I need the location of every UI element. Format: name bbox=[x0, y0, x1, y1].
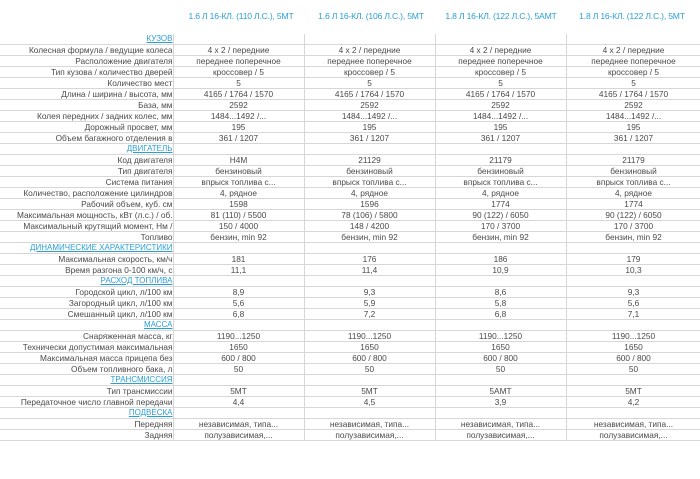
row-label: Время разгона 0-100 км/ч, с bbox=[0, 265, 173, 276]
value-cell: бензин, min 92 bbox=[304, 232, 435, 243]
table-row bbox=[0, 232, 700, 243]
value-cell: 170 / 3700 bbox=[435, 221, 566, 232]
table-row bbox=[0, 364, 700, 375]
value-cell: 1598 bbox=[173, 199, 304, 210]
value-cell: бензиновый bbox=[566, 166, 700, 177]
value-cell: 361 / 1207 bbox=[566, 133, 700, 144]
value-cell: 9,3 bbox=[304, 287, 435, 298]
table-row bbox=[0, 122, 700, 133]
section-header-row bbox=[0, 144, 700, 155]
section-blank-cell bbox=[304, 375, 435, 386]
value-cell: 1774 bbox=[435, 199, 566, 210]
value-cell: впрыск топлива с... bbox=[173, 177, 304, 188]
value-cell: 600 / 800 bbox=[566, 353, 700, 364]
value-cell: бензин, min 92 bbox=[435, 232, 566, 243]
table-row bbox=[0, 221, 700, 232]
section-blank-cell bbox=[173, 408, 304, 419]
value-cell: 7,2 bbox=[304, 309, 435, 320]
row-label: Максимальная мощность, кВт (л.с.) / об. bbox=[0, 210, 173, 221]
table-row bbox=[0, 309, 700, 320]
section-blank-cell bbox=[173, 276, 304, 287]
value-cell: 170 / 3700 bbox=[566, 221, 700, 232]
section-header-row bbox=[0, 34, 700, 45]
section-blank-cell bbox=[304, 408, 435, 419]
value-cell: 5МТ bbox=[173, 386, 304, 397]
section-blank-cell bbox=[435, 375, 566, 386]
section-blank-cell bbox=[435, 34, 566, 45]
table-row bbox=[0, 177, 700, 188]
value-cell: 150 / 4000 bbox=[173, 221, 304, 232]
section-blank-cell bbox=[566, 34, 700, 45]
value-cell: 5,6 bbox=[173, 298, 304, 309]
value-cell: 90 (122) / 6050 bbox=[435, 210, 566, 221]
section-title: РАСХОД ТОПЛИВА bbox=[0, 276, 173, 287]
table-row bbox=[0, 199, 700, 210]
value-cell: 5,8 bbox=[435, 298, 566, 309]
value-cell: 1190...1250 bbox=[435, 331, 566, 342]
section-blank-cell bbox=[566, 243, 700, 254]
value-cell: 1484...1492 /... bbox=[173, 111, 304, 122]
table-row bbox=[0, 430, 700, 441]
row-label: Тип двигателя bbox=[0, 166, 173, 177]
value-cell: кроссовер / 5 bbox=[173, 67, 304, 78]
value-cell: 1484...1492 /... bbox=[304, 111, 435, 122]
section-header-row bbox=[0, 375, 700, 386]
value-cell: 176 bbox=[304, 254, 435, 265]
row-label: Смешанный цикл, л/100 км bbox=[0, 309, 173, 320]
value-cell: 4165 / 1764 / 1570 bbox=[435, 89, 566, 100]
value-cell: 600 / 800 bbox=[304, 353, 435, 364]
value-cell: 1484...1492 /... bbox=[566, 111, 700, 122]
table-row bbox=[0, 67, 700, 78]
value-cell: переднее поперечное bbox=[304, 56, 435, 67]
section-blank-cell bbox=[304, 243, 435, 254]
value-cell: 11,4 bbox=[304, 265, 435, 276]
row-label: Тип кузова / количество дверей bbox=[0, 67, 173, 78]
value-cell: 600 / 800 bbox=[173, 353, 304, 364]
value-cell: 6,8 bbox=[435, 309, 566, 320]
table-row bbox=[0, 331, 700, 342]
value-cell: 4 x 2 / передние bbox=[173, 45, 304, 56]
value-cell: бензин, min 92 bbox=[173, 232, 304, 243]
row-label: База, мм bbox=[0, 100, 173, 111]
table-row bbox=[0, 386, 700, 397]
value-cell: 10,3 bbox=[566, 265, 700, 276]
value-cell: 4165 / 1764 / 1570 bbox=[566, 89, 700, 100]
value-cell: 4, рядное bbox=[173, 188, 304, 199]
section-title: ТРАНСМИССИЯ bbox=[0, 375, 173, 386]
column-header-2: 1.6 Л 16-КЛ. (106 Л.С.), 5МТ bbox=[318, 11, 424, 21]
value-cell: 4165 / 1764 / 1570 bbox=[173, 89, 304, 100]
value-cell: 4,5 bbox=[304, 397, 435, 408]
section-blank-cell bbox=[435, 408, 566, 419]
section-header-row bbox=[0, 320, 700, 331]
row-label: Дорожный просвет, мм bbox=[0, 122, 173, 133]
section-blank-cell bbox=[173, 34, 304, 45]
value-cell: полузависимая,... bbox=[566, 430, 700, 441]
table-row bbox=[0, 111, 700, 122]
row-label: Технически допустимая максимальная bbox=[0, 342, 173, 353]
row-label: Передаточное число главной передачи bbox=[0, 397, 173, 408]
table-row bbox=[0, 397, 700, 408]
section-blank-cell bbox=[173, 320, 304, 331]
value-cell: 6,8 bbox=[173, 309, 304, 320]
value-cell: независимая, типа... bbox=[435, 419, 566, 430]
row-label: Рабочий объем, куб. см bbox=[0, 199, 173, 210]
value-cell: кроссовер / 5 bbox=[304, 67, 435, 78]
value-cell: 1650 bbox=[435, 342, 566, 353]
value-cell: 50 bbox=[173, 364, 304, 375]
section-blank-cell bbox=[173, 243, 304, 254]
value-cell: переднее поперечное bbox=[173, 56, 304, 67]
value-cell: независимая, типа... bbox=[566, 419, 700, 430]
table-row bbox=[0, 45, 700, 56]
value-cell: 8,6 bbox=[435, 287, 566, 298]
value-cell: кроссовер / 5 bbox=[435, 67, 566, 78]
value-cell: 4, рядное bbox=[304, 188, 435, 199]
section-blank-cell bbox=[435, 276, 566, 287]
column-header-4: 1.8 Л 16-КЛ. (122 Л.С.), 5МТ bbox=[579, 11, 685, 21]
section-title: КУЗОВ bbox=[0, 34, 173, 45]
value-cell: 5 bbox=[304, 78, 435, 89]
row-label: Городской цикл, л/100 км bbox=[0, 287, 173, 298]
value-cell: 1190...1250 bbox=[304, 331, 435, 342]
value-cell: переднее поперечное bbox=[435, 56, 566, 67]
value-cell: 5,6 bbox=[566, 298, 700, 309]
value-cell: полузависимая,... bbox=[435, 430, 566, 441]
value-cell: 179 bbox=[566, 254, 700, 265]
table-row bbox=[0, 133, 700, 144]
section-blank-cell bbox=[304, 34, 435, 45]
row-label: Длина / ширина / высота, мм bbox=[0, 89, 173, 100]
table-row bbox=[0, 100, 700, 111]
value-cell: 7,1 bbox=[566, 309, 700, 320]
value-cell: 4 x 2 / передние bbox=[566, 45, 700, 56]
value-cell: 4,4 bbox=[173, 397, 304, 408]
section-blank-cell bbox=[304, 320, 435, 331]
value-cell: 4,2 bbox=[566, 397, 700, 408]
value-cell: бензиновый bbox=[435, 166, 566, 177]
section-blank-cell bbox=[304, 276, 435, 287]
value-cell: 195 bbox=[435, 122, 566, 133]
value-cell: 1650 bbox=[304, 342, 435, 353]
table-row bbox=[0, 298, 700, 309]
row-label: Объем топливного бака, л bbox=[0, 364, 173, 375]
value-cell: 10,9 bbox=[435, 265, 566, 276]
value-cell: впрыск топлива с... bbox=[304, 177, 435, 188]
value-cell: 1596 bbox=[304, 199, 435, 210]
value-cell: впрыск топлива с... bbox=[435, 177, 566, 188]
row-label: Загородный цикл, л/100 км bbox=[0, 298, 173, 309]
section-header-row bbox=[0, 276, 700, 287]
value-cell: 2592 bbox=[435, 100, 566, 111]
value-cell: 195 bbox=[566, 122, 700, 133]
row-label: Колея передних / задних колес, мм bbox=[0, 111, 173, 122]
value-cell: 2592 bbox=[173, 100, 304, 111]
value-cell: 5МТ bbox=[566, 386, 700, 397]
value-cell: полузависимая,... bbox=[304, 430, 435, 441]
section-title: ПОДВЕСКА bbox=[0, 408, 173, 419]
value-cell: 21179 bbox=[566, 155, 700, 166]
value-cell: 8,9 bbox=[173, 287, 304, 298]
table-row bbox=[0, 254, 700, 265]
table-row bbox=[0, 188, 700, 199]
value-cell: 50 bbox=[435, 364, 566, 375]
value-cell: впрыск топлива с... bbox=[566, 177, 700, 188]
value-cell: 2592 bbox=[304, 100, 435, 111]
value-cell: 361 / 1207 bbox=[435, 133, 566, 144]
section-blank-cell bbox=[435, 243, 566, 254]
section-header-row bbox=[0, 243, 700, 254]
table-row bbox=[0, 166, 700, 177]
row-label: Расположение двигателя bbox=[0, 56, 173, 67]
value-cell: 148 / 4200 bbox=[304, 221, 435, 232]
value-cell: бензиновый bbox=[173, 166, 304, 177]
table-row bbox=[0, 353, 700, 364]
row-label: Колесная формула / ведущие колеса bbox=[0, 45, 173, 56]
value-cell: 600 / 800 bbox=[435, 353, 566, 364]
value-cell: кроссовер / 5 bbox=[566, 67, 700, 78]
value-cell: 50 bbox=[566, 364, 700, 375]
section-blank-cell bbox=[173, 375, 304, 386]
row-label: Объем багажного отделения в bbox=[0, 133, 173, 144]
section-blank-cell bbox=[566, 276, 700, 287]
row-label: Количество мест bbox=[0, 78, 173, 89]
row-label: Количество, расположение цилиндров bbox=[0, 188, 173, 199]
table-row bbox=[0, 56, 700, 67]
value-cell: независимая, типа... bbox=[173, 419, 304, 430]
table-row bbox=[0, 155, 700, 166]
table-row bbox=[0, 419, 700, 430]
row-label: Передняя bbox=[0, 419, 173, 430]
value-cell: 1190...1250 bbox=[173, 331, 304, 342]
value-cell: 81 (110) / 5500 bbox=[173, 210, 304, 221]
section-blank-cell bbox=[435, 320, 566, 331]
section-title: ДИНАМИЧЕСКИЕ ХАРАКТЕРИСТИКИ bbox=[0, 243, 173, 254]
value-cell: H4M bbox=[173, 155, 304, 166]
value-cell: 3,9 bbox=[435, 397, 566, 408]
value-cell: 5,9 bbox=[304, 298, 435, 309]
row-label: Максимальная скорость, км/ч bbox=[0, 254, 173, 265]
table-row bbox=[0, 78, 700, 89]
value-cell: 9,3 bbox=[566, 287, 700, 298]
value-cell: 4, рядное bbox=[566, 188, 700, 199]
table-row bbox=[0, 342, 700, 353]
value-cell: бензиновый bbox=[304, 166, 435, 177]
value-cell: 361 / 1207 bbox=[173, 133, 304, 144]
value-cell: 1190...1250 bbox=[566, 331, 700, 342]
value-cell: 195 bbox=[304, 122, 435, 133]
specifications-table bbox=[0, 34, 700, 441]
value-cell: 50 bbox=[304, 364, 435, 375]
section-blank-cell bbox=[304, 144, 435, 155]
row-label: Максимальная масса прицепа без bbox=[0, 353, 173, 364]
section-blank-cell bbox=[566, 320, 700, 331]
value-cell: бензин, min 92 bbox=[566, 232, 700, 243]
column-headers bbox=[0, 0, 700, 36]
section-blank-cell bbox=[566, 408, 700, 419]
section-blank-cell bbox=[566, 144, 700, 155]
value-cell: 361 / 1207 bbox=[304, 133, 435, 144]
row-label: Тип трансмиссии bbox=[0, 386, 173, 397]
value-cell: 1484...1492 /... bbox=[435, 111, 566, 122]
value-cell: 1774 bbox=[566, 199, 700, 210]
value-cell: 5 bbox=[173, 78, 304, 89]
section-title: МАССА bbox=[0, 320, 173, 331]
value-cell: полузависимая,... bbox=[173, 430, 304, 441]
section-blank-cell bbox=[566, 375, 700, 386]
value-cell: 4165 / 1764 / 1570 bbox=[304, 89, 435, 100]
row-label: Топливо bbox=[0, 232, 173, 243]
value-cell: переднее поперечное bbox=[566, 56, 700, 67]
value-cell: 186 bbox=[435, 254, 566, 265]
value-cell: 5 bbox=[566, 78, 700, 89]
value-cell: 4 x 2 / передние bbox=[435, 45, 566, 56]
row-label: Задняя bbox=[0, 430, 173, 441]
value-cell: 2592 bbox=[566, 100, 700, 111]
value-cell: 78 (106) / 5800 bbox=[304, 210, 435, 221]
value-cell: 1650 bbox=[566, 342, 700, 353]
section-title: ДВИГАТЕЛЬ bbox=[0, 144, 173, 155]
value-cell: 1650 bbox=[173, 342, 304, 353]
value-cell: 90 (122) / 6050 bbox=[566, 210, 700, 221]
table-row bbox=[0, 210, 700, 221]
value-cell: 5АМТ bbox=[435, 386, 566, 397]
row-label: Код двигателя bbox=[0, 155, 173, 166]
section-header-row bbox=[0, 408, 700, 419]
value-cell: 4, рядное bbox=[435, 188, 566, 199]
table-row bbox=[0, 287, 700, 298]
row-label: Система питания bbox=[0, 177, 173, 188]
table-row bbox=[0, 265, 700, 276]
value-cell: 5МТ bbox=[304, 386, 435, 397]
column-header-3: 1.8 Л 16-КЛ. (122 Л.С.), 5АМТ bbox=[445, 11, 557, 21]
value-cell: 11,1 bbox=[173, 265, 304, 276]
value-cell: независимая, типа... bbox=[304, 419, 435, 430]
value-cell: 5 bbox=[435, 78, 566, 89]
row-label: Снаряженная масса, кг bbox=[0, 331, 173, 342]
value-cell: 21129 bbox=[304, 155, 435, 166]
value-cell: 181 bbox=[173, 254, 304, 265]
value-cell: 195 bbox=[173, 122, 304, 133]
table-row bbox=[0, 89, 700, 100]
row-label: Максимальный крутящий момент, Нм / bbox=[0, 221, 173, 232]
value-cell: 21179 bbox=[435, 155, 566, 166]
section-blank-cell bbox=[435, 144, 566, 155]
section-blank-cell bbox=[173, 144, 304, 155]
value-cell: 4 x 2 / передние bbox=[304, 45, 435, 56]
column-header-1: 1.6 Л 16-КЛ. (110 Л.С.), 5МТ bbox=[188, 11, 294, 21]
